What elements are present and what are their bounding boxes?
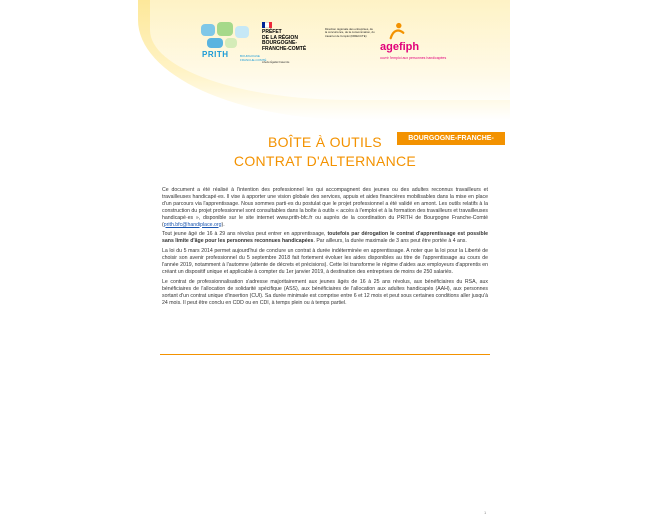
french-flag-icon	[262, 22, 272, 28]
prith-email-link[interactable]: prith.bfc@handiplace.org	[163, 221, 222, 228]
region-badge: BOURGOGNE-FRANCHE-COMTÉ	[397, 132, 505, 145]
agefiph-logo	[380, 22, 460, 72]
body-text	[162, 187, 488, 310]
agefiph-mark-icon	[388, 22, 406, 40]
paragraph-age	[162, 231, 488, 245]
agefiph-name: agefiph	[380, 41, 420, 53]
title-line: BOÎTE À OUTILS	[268, 134, 382, 150]
title-line: CONTRAT D'ALTERNANCE	[233, 153, 417, 169]
age-bold-text: toutefois par dérogation le contrat d'apprentissage est possible sans limite d'âge pour les personnes reconnues handicapées	[162, 231, 488, 245]
paragraph-law: La loi du 5 mars 2014 permet aujourd'hui de conclure un contrat à durée indéterminée en apprentissage. A noter que la loi pour la Liberté de choisir son avenir professionnel du 5 septembre 2018 fait fortement évoluer les aides disponibles au titre de l'apprentissage au cours de l'année 2019, notamment à l'automne (attente de décrets et précisions). Cette loi transforme le régime d'aides aux employeurs d'apprentis en créant un dispositif unique et applicable à compter du 1er janvier 2019, à destination des entreprises de moins de 250 salariés.	[162, 248, 488, 275]
prefet-line: BOURGOGNE-	[262, 40, 297, 47]
agefiph-tagline: ouvrir l'emploi aux personnes handicapées	[380, 56, 447, 60]
prefet-line: FRANCHE-COMTÉ	[262, 45, 307, 52]
prefet-motto: Liberté Égalité Fraternité	[262, 61, 290, 64]
paragraph-contract: Le contrat de professionnalisation s'adresse majoritairement aux jeunes âgés de 16 à 25 ans révolus, aux bénéficiaires du RSA, aux bénéficiaires de l'allocation de solidarité spécifique (ASS), aux bénéficiaires de l'allocation aux adultes handicapés (AAH), aux personnes sortant d'un contrat unique d'insertion (CUI). Sa durée minimale est comprise entre 6 et 12 mois et peut sous certaines conditions aller jusqu'à 24 mois. Il peut être conclu en CDD ou en CDI, à temps plein ou à temps partiel.	[162, 278, 488, 306]
page-number: 1	[484, 510, 487, 515]
prith-logo-subtitle: BOURGOGNE FRANCHE-COMTÉ	[240, 54, 267, 62]
paragraph-intro	[162, 187, 488, 228]
age-end: . Par ailleurs, la durée maximale de 3 ans peut être portée à 4 ans.	[313, 238, 467, 245]
section-divider	[160, 354, 490, 355]
intro-text: Ce document a été réalisé à l'intention des professionnel les qui accompagnent des jeunes ou des adultes reconnus travailleurs et travailleuses handicapé·es. Il vise à apporter une vision globale des services, appuis et aides financières mobilisables dans la mise en place d'un parcours via l'apprentissage. Nous sommes parti·es du postulat que le projet professionnel a été validé en amont. Les outils relatifs à la construction du projet professionnel sont consultables dans la boîte à outils « accès à l'emploi et à la formation des travailleurs et travailleuses handicapé·es », disponible sur le site internet www.prith-bfc.fr ou auprès de la coordination du PRITH de Bourgogne Franche-Comté (	[162, 187, 488, 228]
direccte-text: Direction régionale des entreprises, de la concurrence, de la consommation, du travail et de l'emploi (DIRECCTE)	[325, 27, 375, 38]
prefet-title	[262, 30, 306, 52]
age-text: Tout jeune âgé de 16 à 29 ans révolus peut entrer en apprentissage,	[162, 231, 328, 238]
prith-logo-text: PRITH	[202, 50, 229, 59]
prefet-logo	[262, 22, 322, 72]
prefet-line: PRÉFET	[262, 29, 282, 35]
prefet-line: DE LA RÉGION	[262, 34, 298, 41]
intro-end: ).	[221, 221, 225, 228]
